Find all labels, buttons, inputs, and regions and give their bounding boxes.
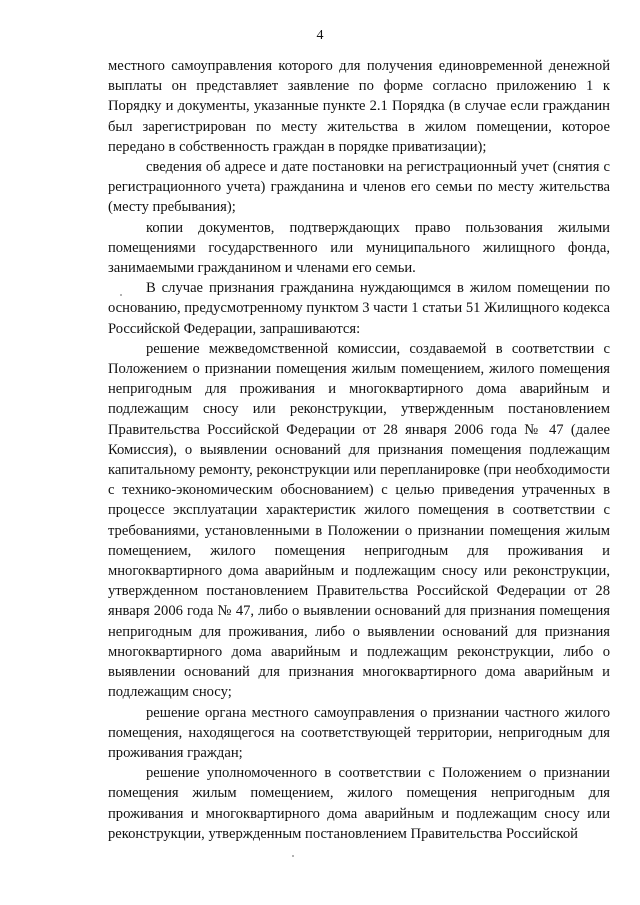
scan-speck (120, 294, 122, 296)
paragraph-authorized-decision: решение уполномоченного в соответствии с Положением о признании помещения жилым помещением, жилого помещения непригодным для проживания и многоквартирного дома аварийным и подлежащим сносу или реконструкции, утвержденным постановлением Правительства Российской (108, 765, 610, 842)
page-number: 4 (316, 28, 324, 43)
paragraph-document-copies: копии документов, подтверждающих право пользования жилыми помещениями государственного или муниципального жилищного фонда, занимаемыми гражданином и членами его семьи. (108, 219, 610, 277)
scan-speck (292, 855, 294, 857)
paragraph-continuation: местного самоуправления которого для получения единовременной денежной выплаты он представляет заявление по форме согласно приложению 1 к Порядку и документы, указанные пункте 2.1 Порядка (в случае если гражданин был зарегистрирован по месту жительства в жилом помещении, которое передано в собственность граждан в порядке приватизации); (108, 58, 610, 155)
document-body (108, 56, 610, 844)
paragraph-registration-info: сведения об адресе и дате постановки на регистрационный учет (снятия с регистрационного учета) гражданина и членов его семьи по месту жительства (месту пребывания); (108, 159, 610, 216)
paragraph-local-authority-decision: решение органа местного самоуправления о признании частного жилого помещения, находящегося на соответствующей территории, непригодным для проживания граждан; (108, 704, 610, 761)
paragraph-commission-decision: решение межведомственной комиссии, создаваемой в соответствии с Положением о признании помещения жилым помещением, жилого помещения непригодным для проживания и многоквартирного дома аварийным и подлежащим сносу или реконструкции, утвержденным постановлением Правительства Российской Федерации от 28 января 2006 года № 47 (далее Комиссия), о выявлении оснований для признания помещения подлежащим капитальному ремонту, реконструкции или перепланировке (при необходимости с технико-экономическим обоснованием) с целью приведения утраченных в процессе эксплуатации характеристик жилого помещения в соответствии с требованиями, установленными в Положении о признании помещения жилым помещением, жилого помещения непригодным для проживания и многоквартирного дома аварийным и подлежащим сносу или реконструкции, утвержденном постановлением Правительства Российской Федерации от 28 января 2006 года № 47, либо о выявлении оснований для признания помещения непригодным для проживания, либо о выявлении оснований для признания многоквартирного дома аварийным и подлежащим реконструкции, либо о выявлении оснований для признания многоквартирного дома аварийным и подлежащим сносу; (108, 340, 610, 701)
paragraph-housing-code-basis: В случае признания гражданина нуждающимся в жилом помещении по основанию, предусмотренному пунктом 3 части 1 статьи 51 Жилищного кодекса Российской Федерации, запрашиваются: (108, 280, 610, 337)
